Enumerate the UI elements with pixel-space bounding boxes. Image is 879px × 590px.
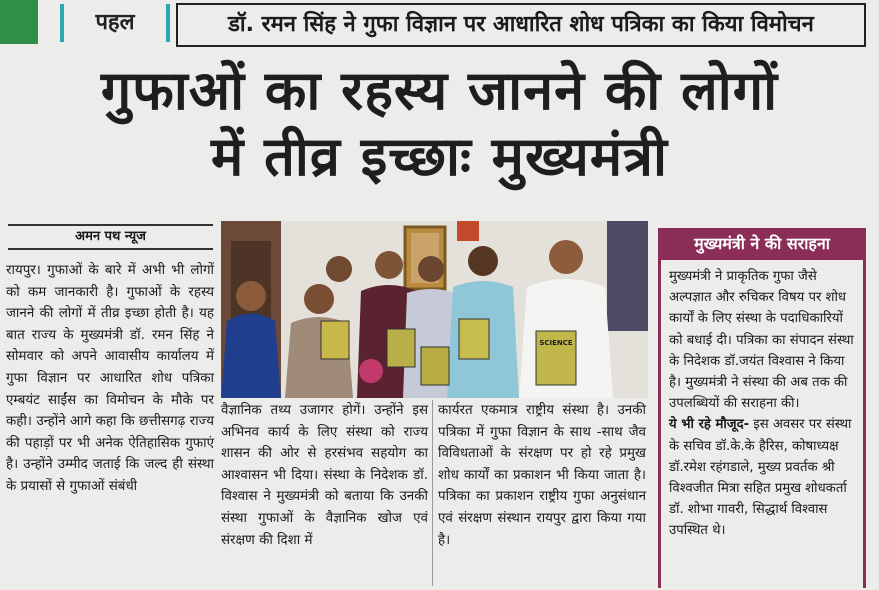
- section-kicker: पहल: [60, 4, 170, 42]
- sidebar-paragraph-1: मुख्यमंत्री ने प्राकृतिक गुफा जैसे अल्पज्ञात और रुचिकर विषय पर शोध कार्यों के लिए संस्था के पदाधिकारियों को बधाई दी। पत्रिका का संपादन संस्था के निदेशक डॉ.जयंत विश्वास ने किया है। मुख्यमंत्री ने संस्था की अब तक की उपलब्धियों की सराहना की।: [669, 269, 854, 412]
- headline-line-2: में तीव्र इच्छाः मुख्यमंत्री: [211, 125, 668, 188]
- sidebar-paragraph-2-text: इस अवसर पर संस्था के सचिव डॉ.के.के हैरिस, कोषाध्यक्ष डॉ.रमेश रहंगडाले, मुख्य प्रवर्तक श्री विश्वजीत मित्रा सहित प्रमुख शोधकर्ता डॉ. शोभा गावरी, सिद्धार्थ विश्वास उपस्थित थे।: [669, 417, 852, 539]
- sidebar-paragraph-2: [669, 414, 857, 541]
- magazine-cover-text: SCIENCE: [539, 339, 573, 347]
- news-photo: [221, 221, 648, 398]
- article-column-1: रायपुर। गुफाओं के बारे में अभी भी लोगों को कम जानकारी है। गुफाओं के रहस्य जानने की लोगों में तीव्र इच्छा होती है। यह बात राज्य के मुख्यमंत्री डॉ. रमन सिंह ने सोमवार को अपने आवासीय कार्यालय में गुफा विज्ञान पर आधारित शोध पत्रिका एम्बयंट साईंस का विमोचन के मौके पर कही। उन्होंने आगे कहा कि छत्तीसगढ़ राज्य की पहाड़ों पर भी अनेक ऐतिहासिक गुफाएं है। उन्होंने उम्मीद जताई कि जल्द ही संस्था के प्रयासों से गुफाओं संबंधी: [6, 263, 214, 494]
- sub-headline-box: डॉ. रमन सिंह ने गुफा विज्ञान पर आधारित शोध पत्रिका का किया विमोचन: [176, 3, 866, 47]
- column-divider: [432, 400, 433, 586]
- photo-illustration: [221, 221, 648, 398]
- masthead-color-block: [0, 0, 38, 44]
- headline-line-1: गुफाओं का रहस्य जानने की लोगों: [100, 59, 779, 122]
- sidebar-box: [658, 260, 866, 588]
- sidebar-lead: ये भी रहे मौजूद-: [669, 417, 750, 433]
- main-headline: [0, 58, 879, 208]
- article-column-3: कार्यरत एकमात्र राष्ट्रीय संस्था है। उनकी पत्रिका में गुफा विज्ञान के साथ -साथ जैव विविधताओं के संरक्षण पर हो रहे प्रमुख शोध कार्यों का प्रकाशन भी किया जाता है। पत्रिका का प्रकाशन राष्ट्रीय गुफा अनुसंधान एवं संरक्षण संस्थान रायपुर द्वारा किया गया है।: [438, 403, 646, 548]
- byline: अमन पथ न्यूज: [8, 224, 213, 250]
- article-column-2: वैज्ञानिक तथ्य उजागर होगें। उन्होंने इस अभिनव कार्य के लिए संस्था को राज्य शासन की ओर से हरसंभव सहयोग का आश्वासन भी दिया। संस्था के निदेशक डॉ. विश्वास ने मुख्यमंत्री को बताया कि उनकी संस्था गुफाओं के वैज्ञानिक खोज एवं संरक्षण की दिशा में: [221, 403, 428, 548]
- sidebar-heading: मुख्यमंत्री ने की सराहना: [658, 228, 866, 260]
